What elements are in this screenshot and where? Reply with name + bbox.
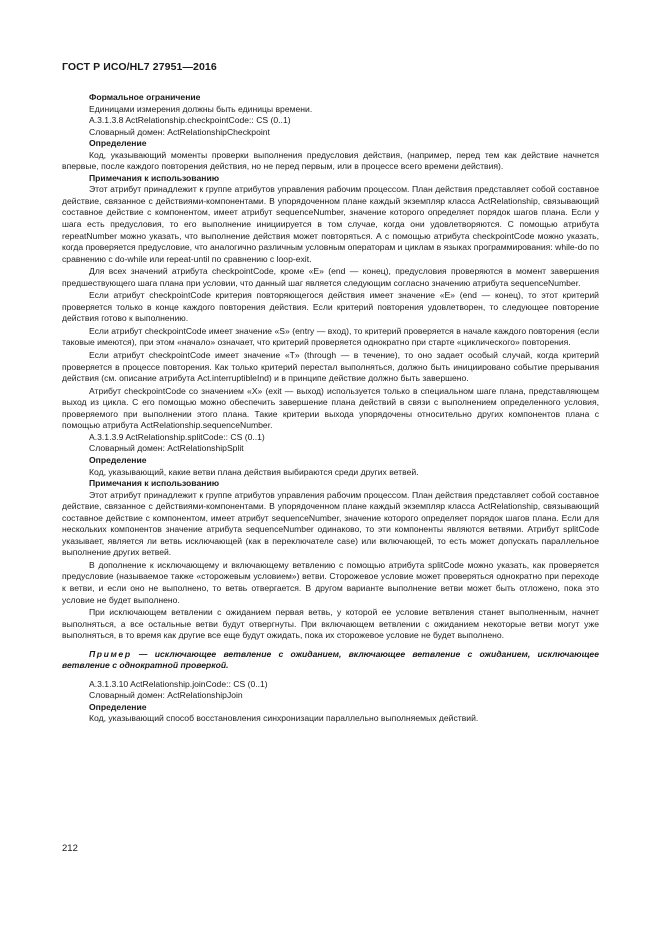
section-heading: Определение [89, 454, 147, 465]
page-number: 212 [62, 843, 78, 854]
paragraph: Этот атрибут принадлежит к группе атрибутов управления рабочим процессом. План действия представляет собой составное действие, связанное с действиями-компонентами. В упорядоченном плане каждый экземпляр класса ActRelationship, связывающий составное действие с компонентом, имеет атрибут sequenceNumber, значение которого определяет порядок шагов плана. Если у шага есть предусловия, то его выполнение инициируется в том случае, когда они удовлетворяются. С помощью атрибута repeatNumber можно указать, что выполнение действия может повторяться. А с помощью атрибута checkpointCode можно указать, когда проверяется предусловие, что аналогично различным условным операторам и циклам в языках программирования: while-do по сравнению с do-while или repeat-until по сравнению с loop-exit. [62, 184, 599, 264]
paragraph: Этот атрибут принадлежит к группе атрибутов управления рабочим процессом. План действия представляет собой составное действие, связанное с действиями-компонентами. В упорядоченном плане каждый экземпляр класса ActRelationship, связывающий составное действие с компонентом, имеет атрибут sequenceNumber, значение которого определяет порядок шагов плана. Если для нескольких компонентов значение атрибута sequenceNumber одинаково, то эти компоненты являются ветвями. Атрибут splitCode указывает, является ли ветвь исключающей (как в переключателе case) или включающей, то есть может допускать параллельное выполнение других ветвей. [62, 489, 599, 558]
document-body [62, 92, 599, 725]
paragraph: Для всех значений атрибута checkpointCode, кроме «E» (end — конец), предусловия проверяются в момент завершения предшествующего шага плана при условии, что данный шаг является следующим согласно значению атрибута sequenceNumber. [62, 266, 599, 288]
attribute-title: A.3.1.3.10 ActRelationship.joinCode:: CS (0..1) [89, 678, 268, 689]
paragraph: Атрибут checkpointCode со значением «X» (exit — выход) используется только в специальном шаге плана, представляющем выход из цикла. С его помощью можно обеспечить завершение плана действий в связи с выполнением определенного условия, проверяемого при выполнении этого плана. Такие критерии выхода упорядочены относительно других компонентов плана с помощью атрибута ActRelationship.sequenceNumber. [62, 385, 599, 431]
example-text: — исключающее ветвление с ожиданием, включающее ветвление с ожиданием, исключающее ветвление с однократной проверкой. [62, 648, 599, 671]
paragraph: Если атрибут checkpointCode имеет значение «T» (through — в течение), то оно задает особый случай, когда критерий проверяется в процессе повторения. Как только критерий перестал выполняться, должно быть инициировано событие прерывания действия (см. описание атрибута Act.interruptibleInd) и в принципе действие должно быть завершено. [62, 350, 599, 384]
section-heading: Формальное ограничение [89, 92, 201, 102]
section-heading: Примечания к использованию [89, 478, 220, 489]
vocabulary-domain: Словарный домен: ActRelationshipJoin [89, 690, 243, 701]
text-line: Код, указывающий способ восстановления синхронизации параллельно выполняемых действий. [89, 713, 479, 724]
paragraph: Если атрибут checkpointCode критерия повторяющегося действия имеет значение «E» (end — конец), то этот критерий проверяется только в конце каждого повторения действия. Если критерий повторения удовлетворен, то следующее повторение действия готово к выполнению. [62, 290, 599, 324]
document-header: ГОСТ Р ИСО/HL7 27951—2016 [62, 61, 217, 73]
paragraph: Если атрибут checkpointCode имеет значение «S» (entry — вход), то критерий проверяется в начале каждого повторения (если таковые имеются), при этом «начало» означает, что критерий проверяется однократно при старте «циклического» повторения. [62, 325, 599, 348]
vocabulary-domain: Словарный домен: ActRelationshipCheckpoint [89, 126, 270, 137]
paragraph: В дополнение к исключающему и включающему ветвлению с помощью атрибута splitCode можно указать, как проверяется предусловие (называемое также «сторожевым условием») ветви. Сторожевое условие может проверяться однократно при переходе к ветви, и если оно не выполнено, то ветвь отвергается. В другом варианте выполнение ветви может быть отложено, пока это условие не будет выполнено. [62, 559, 599, 605]
example-lead: Пример [89, 648, 132, 659]
section-heading: Определение [89, 138, 147, 149]
paragraph: При исключающем ветвлении с ожиданием первая ветвь, у которой ее условие ветвления станет выполненным, начнет выполняться, а все остальные ветви будут отвергнуты. При включающем ветвлении с ожиданием некоторые ветви могут уже выполняться, в то время как другие все еще будут ожидать, пока их сторожевое условие не будет выполнено. [62, 607, 599, 641]
attribute-title: A.3.1.3.9 ActRelationship.splitCode:: CS (0..1) [89, 431, 265, 442]
paragraph: Код, указывающий моменты проверки выполнения предусловия действия, (например, перед тем как действие начнется впервые, после каждого повторения действия, но не перед первым, или в процессе всего времени действия). [62, 149, 599, 172]
section-heading: Определение [89, 701, 147, 712]
text-line: Код, указывающий, какие ветви плана действия выбираются среди других ветвей. [89, 466, 419, 477]
text-line: Единицами измерения должны быть единицы времени. [89, 103, 313, 114]
example-note [62, 649, 599, 672]
vocabulary-domain: Словарный домен: ActRelationshipSplit [89, 443, 244, 454]
attribute-title: A.3.1.3.8 ActRelationship.checkpointCode:: CS (0..1) [89, 115, 291, 126]
section-heading: Примечания к использованию [89, 172, 220, 183]
